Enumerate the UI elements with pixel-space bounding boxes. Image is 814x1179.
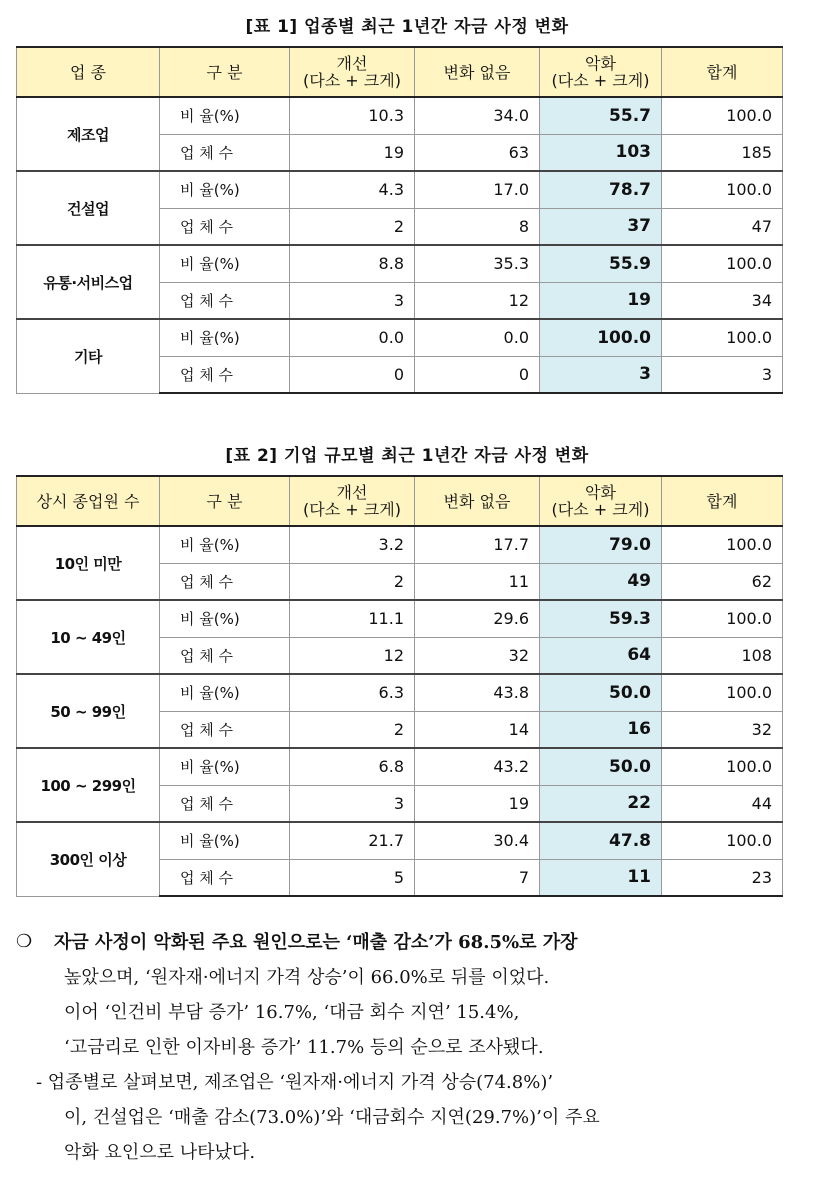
value-cell: 3 [662, 356, 783, 393]
bullet-symbol: ❍ [16, 931, 33, 952]
row-label: 업 체 수 [160, 637, 290, 674]
row-label: 업 체 수 [160, 356, 290, 393]
value-cell: 2 [290, 711, 415, 748]
column-header: 합계 [662, 47, 783, 97]
table-by-industry [16, 46, 783, 394]
row-label: 비 율(%) [160, 526, 290, 563]
value-cell: 43.2 [415, 748, 540, 785]
value-cell: 0 [290, 356, 415, 393]
value-cell: 37 [540, 208, 662, 245]
value-cell: 14 [415, 711, 540, 748]
value-cell: 7 [415, 859, 540, 896]
column-header: 상시 종업원 수 [17, 476, 160, 526]
value-cell: 5 [290, 859, 415, 896]
row-label: 업 체 수 [160, 134, 290, 171]
paragraph-line: 악화 요인으로 나타났다. [64, 1142, 256, 1163]
value-cell: 32 [415, 637, 540, 674]
value-cell: 23 [662, 859, 783, 896]
value-cell: 100.0 [662, 245, 783, 282]
value-cell: 8.8 [290, 245, 415, 282]
group-label: 기타 [17, 319, 160, 393]
value-cell: 100.0 [662, 748, 783, 785]
value-cell: 108 [662, 637, 783, 674]
value-cell: 30.4 [415, 822, 540, 859]
value-cell: 44 [662, 785, 783, 822]
paragraph-line: 자금 사정이 악화된 주요 원인으로는 ‘매출 감소’가 68.5%로 가장 [54, 932, 578, 953]
value-cell: 55.7 [540, 97, 662, 134]
value-cell: 11 [540, 859, 662, 896]
row-label: 비 율(%) [160, 245, 290, 282]
value-cell: 17.7 [415, 526, 540, 563]
row-label: 비 율(%) [160, 600, 290, 637]
value-cell: 103 [540, 134, 662, 171]
row-label: 업 체 수 [160, 785, 290, 822]
row-label: 비 율(%) [160, 822, 290, 859]
row-label: 업 체 수 [160, 282, 290, 319]
value-cell: 6.8 [290, 748, 415, 785]
value-cell: 3.2 [290, 526, 415, 563]
value-cell: 100.0 [662, 600, 783, 637]
group-label: 제조업 [17, 97, 160, 171]
table-row [17, 526, 783, 563]
value-cell: 47 [662, 208, 783, 245]
value-cell: 19 [415, 785, 540, 822]
column-header: 개선 (다소 + 크게) [290, 476, 415, 526]
group-label: 50 ~ 99인 [17, 674, 160, 748]
value-cell: 0.0 [290, 319, 415, 356]
value-cell: 49 [540, 563, 662, 600]
value-cell: 0 [415, 356, 540, 393]
value-cell: 64 [540, 637, 662, 674]
group-label: 10 ~ 49인 [17, 600, 160, 674]
row-label: 업 체 수 [160, 711, 290, 748]
value-cell: 19 [540, 282, 662, 319]
value-cell: 29.6 [415, 600, 540, 637]
column-header: 구 분 [160, 47, 290, 97]
value-cell: 12 [290, 637, 415, 674]
value-cell: 100.0 [662, 319, 783, 356]
value-cell: 59.3 [540, 600, 662, 637]
table-row [17, 600, 783, 637]
table-row [17, 245, 783, 282]
value-cell: 79.0 [540, 526, 662, 563]
value-cell: 12 [415, 282, 540, 319]
value-cell: 50.0 [540, 674, 662, 711]
value-cell: 21.7 [290, 822, 415, 859]
row-label: 업 체 수 [160, 208, 290, 245]
column-header: 변화 없음 [415, 47, 540, 97]
value-cell: 100.0 [540, 319, 662, 356]
value-cell: 35.3 [415, 245, 540, 282]
column-header: 개선 (다소 + 크게) [290, 47, 415, 97]
column-header: 변화 없음 [415, 476, 540, 526]
value-cell: 3 [290, 785, 415, 822]
table1-title: [표 1] 업종별 최근 1년간 자금 사정 변화 [245, 17, 569, 37]
value-cell: 11.1 [290, 600, 415, 637]
value-cell: 100.0 [662, 171, 783, 208]
value-cell: 2 [290, 563, 415, 600]
paragraph-line: 이, 건설업은 ‘매출 감소(73.0%)’와 ‘대금회수 지연(29.7%)’이 주요 [64, 1107, 600, 1128]
group-label: 10인 미만 [17, 526, 160, 600]
paragraph-line: 이어 ‘인건비 부담 증가’ 16.7%, ‘대금 회수 지연’ 15.4%, [64, 1002, 520, 1023]
row-label: 비 율(%) [160, 674, 290, 711]
value-cell: 63 [415, 134, 540, 171]
value-cell: 100.0 [662, 674, 783, 711]
value-cell: 34 [662, 282, 783, 319]
table2-title: [표 2] 기업 규모별 최근 1년간 자금 사정 변화 [225, 446, 589, 466]
paragraph-line: - 업종별로 살펴보면, 제조업은 ‘원자재·에너지 가격 상승(74.8%)’ [36, 1072, 554, 1093]
table-row [17, 748, 783, 785]
value-cell: 8 [415, 208, 540, 245]
group-label: 건설업 [17, 171, 160, 245]
row-label: 업 체 수 [160, 859, 290, 896]
value-cell: 185 [662, 134, 783, 171]
row-label: 비 율(%) [160, 748, 290, 785]
table-row [17, 319, 783, 356]
value-cell: 100.0 [662, 97, 783, 134]
table-row [17, 674, 783, 711]
table-row [17, 171, 783, 208]
value-cell: 100.0 [662, 822, 783, 859]
value-cell: 62 [662, 563, 783, 600]
table-row [17, 822, 783, 859]
value-cell: 16 [540, 711, 662, 748]
value-cell: 47.8 [540, 822, 662, 859]
column-header: 업 종 [17, 47, 160, 97]
column-header: 악화 (다소 + 크게) [540, 47, 662, 97]
row-label: 비 율(%) [160, 171, 290, 208]
group-label: 300인 이상 [17, 822, 160, 896]
paragraph-line: ‘고금리로 인한 이자비용 증가’ 11.7% 등의 순으로 조사됐다. [64, 1037, 544, 1058]
value-cell: 22 [540, 785, 662, 822]
table-by-company-size [16, 475, 783, 897]
value-cell: 2 [290, 208, 415, 245]
row-label: 비 율(%) [160, 319, 290, 356]
value-cell: 6.3 [290, 674, 415, 711]
value-cell: 78.7 [540, 171, 662, 208]
value-cell: 11 [415, 563, 540, 600]
value-cell: 34.0 [415, 97, 540, 134]
value-cell: 100.0 [662, 526, 783, 563]
row-label: 비 율(%) [160, 97, 290, 134]
column-header: 악화 (다소 + 크게) [540, 476, 662, 526]
group-label: 유통·서비스업 [17, 245, 160, 319]
value-cell: 55.9 [540, 245, 662, 282]
value-cell: 50.0 [540, 748, 662, 785]
value-cell: 3 [540, 356, 662, 393]
paragraph-line: 높았으며, ‘원자재·에너지 가격 상승’이 66.0%로 뒤를 이었다. [64, 967, 550, 988]
column-header: 구 분 [160, 476, 290, 526]
value-cell: 19 [290, 134, 415, 171]
row-label: 업 체 수 [160, 563, 290, 600]
value-cell: 4.3 [290, 171, 415, 208]
value-cell: 17.0 [415, 171, 540, 208]
value-cell: 3 [290, 282, 415, 319]
paragraph-main [16, 925, 806, 1065]
value-cell: 32 [662, 711, 783, 748]
value-cell: 43.8 [415, 674, 540, 711]
paragraph-sub [16, 1065, 806, 1170]
value-cell: 10.3 [290, 97, 415, 134]
value-cell: 0.0 [415, 319, 540, 356]
group-label: 100 ~ 299인 [17, 748, 160, 822]
table-row [17, 97, 783, 134]
column-header: 합계 [662, 476, 783, 526]
